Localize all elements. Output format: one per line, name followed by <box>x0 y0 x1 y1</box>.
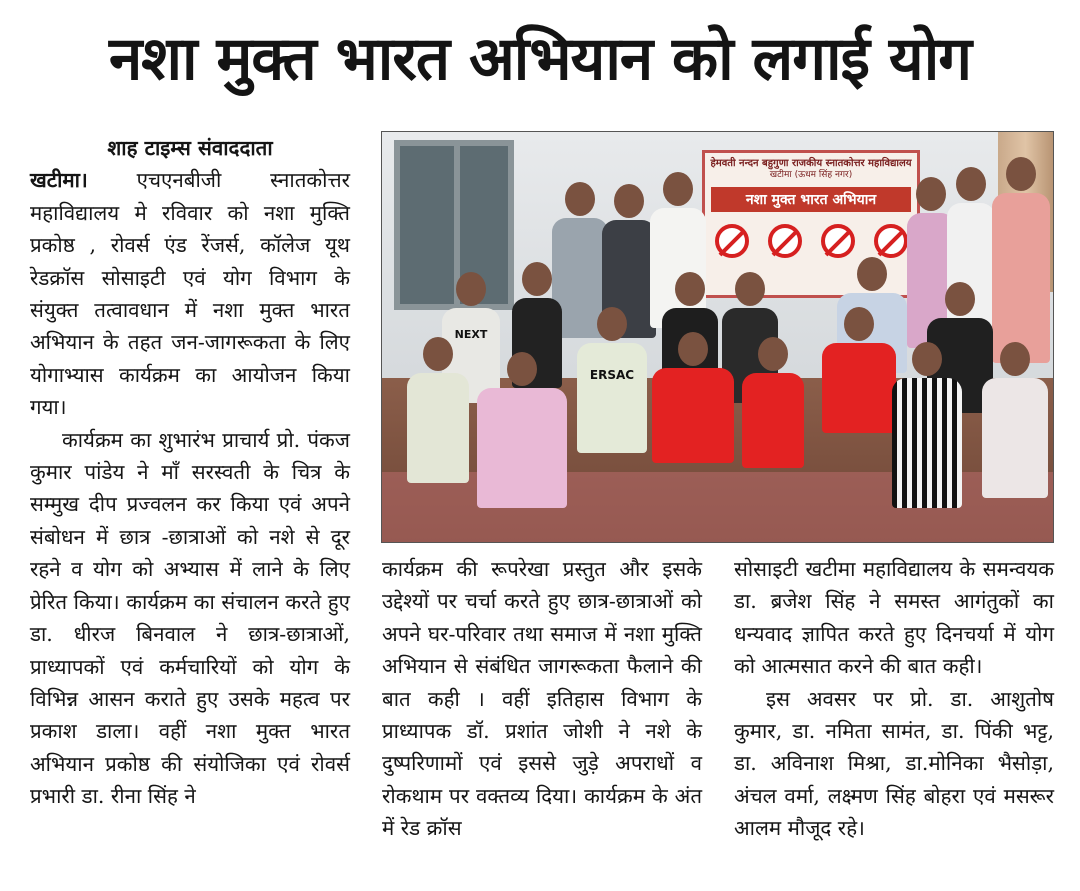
dateline: खटीमा। <box>30 168 88 193</box>
person-front <box>577 307 647 453</box>
shirt-text-next: NEXT <box>442 308 500 403</box>
banner-institution: हेमवती नन्दन बहुगुणा राजकीय स्नातकोत्तर महाविद्यालय <box>710 158 912 169</box>
paragraph-3: कार्यक्रम की रूपरेखा प्रस्तुत और इसके उद्देश्यों पर चर्चा करते हुए छात्र-छात्राओं को अपने घर-परिवार तथा समाज में नशा मुक्ति अभियान से संबंधित जागरूकता फैलाने की बात कही । वहीं इतिहास विभाग के प्राध्यापक डॉ. प्रशांत जोशी ने नशे के दुष्परिणामों एवं इससे जुड़े अपराधों व रोकथाम पर वक्तव्य दिया। कार्यक्रम के अंत में रेड क्रॉस <box>382 557 702 841</box>
banner-signs <box>705 224 917 258</box>
banner-location: खटीमा (ऊधम सिंह नगर) <box>769 170 853 180</box>
no-smoking-icon <box>715 224 749 258</box>
no-alcohol-icon <box>874 224 908 258</box>
paragraph-1 <box>30 164 350 423</box>
person-front <box>822 307 896 433</box>
shirt-text-ersac: ERSAC <box>577 343 647 453</box>
person-front <box>477 352 567 508</box>
person-front <box>407 337 469 483</box>
article-column-2 <box>382 553 702 845</box>
banner-title: नशा मुक्त भारत अभियान <box>711 187 911 212</box>
person-front <box>892 342 962 508</box>
byline: शाह टाइम्स संवाददाता <box>107 136 273 160</box>
person-standing <box>992 157 1050 363</box>
paragraph-1-text: एचएनबीजी स्नातकोत्तर महाविद्यालय मे रविवार को नशा मुक्ति प्रकोष्ठ , रोवर्स एंड रेंजर्स, कॉलेज यूथ रेडक्रॉस सोसाइटी एवं योग विभाग के संयुक्त तत्वावधान में नशा मुक्त भारत अभियान के तहत जन-जागरूकता के लिए योगाभ्यास कार्यक्रम का आयोजन किया गया। <box>30 168 350 420</box>
person-front <box>652 332 734 463</box>
no-pills-icon <box>821 224 855 258</box>
event-photo <box>381 131 1054 543</box>
person-front <box>982 342 1048 498</box>
no-drugs-icon <box>768 224 802 258</box>
headline: नशा मुक्त भारत अभियान को लगाई योग <box>108 24 972 94</box>
article-column-1 <box>30 132 350 813</box>
paragraph-2: कार्यक्रम का शुभारंभ प्राचार्य प्रो. पंकज कुमार पांडेय ने माँ सरस्वती के चित्र के सम्मुख दीप प्रज्वलन कर किया एवं अपने संबोधन में छात्र -छात्राओं को नशे से दूर रहने व योग को अभ्यास में लाने के लिए प्रेरित किया। कार्यक्रम का संचालन करते हुए डा. धीरज बिनवाल ने छात्र-छात्राओं, प्राध्यापकों एवं कर्मचारियों को योग के विभिन्न आसन कराते हुए उसके महत्व पर प्रकाश डाला। वहीं नशा मुक्त भारत अभियान प्रकोष्ठ की संयोजिका एवं रोवर्स प्रभारी डा. रीना सिंह ने <box>30 427 350 809</box>
paragraph-4: सोसाइटी खटीमा महाविद्यालय के समन्वयक डा. ब्रजेश सिंह ने समस्त आगंतुकों का धन्यवाद ज्ञापित करते हुए दिनचर्या में योग को आत्मसात करने की बात कही। <box>734 557 1054 679</box>
person-front <box>742 337 804 468</box>
article-column-3 <box>734 553 1054 845</box>
paragraph-5: इस अवसर पर प्रो. डा. आशुतोष कुमार, डा. नमिता सामंत, डा. पिंकी भट्ट, डा. अविनाश मिश्रा, डा.मोनिका भैसोड़ा, अंचल वर्मा, लक्ष्मण सिंह बोहरा एवं मसरूर आलम मौजूद रहे। <box>734 686 1054 841</box>
